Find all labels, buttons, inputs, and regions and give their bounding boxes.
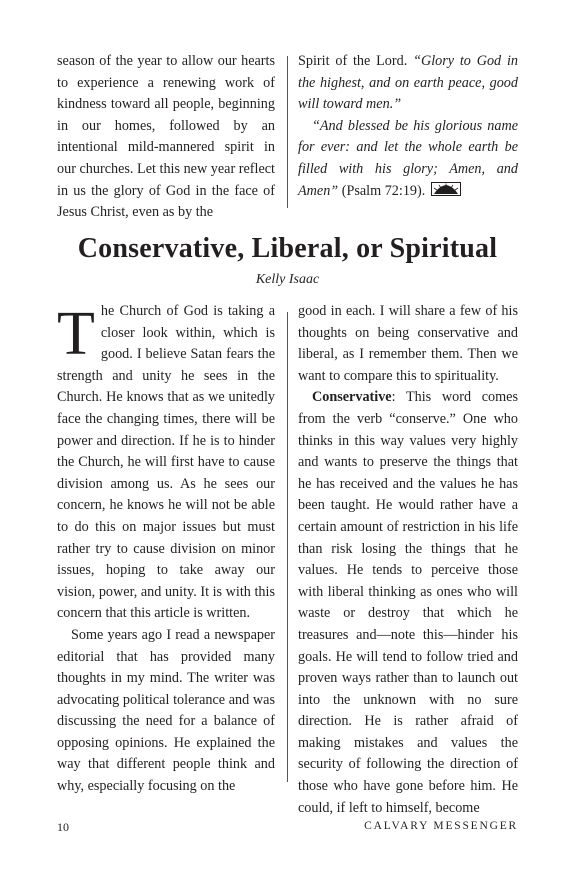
column-divider (287, 56, 288, 208)
scripture-quote: “And blessed be his glorious name for ever: and let the whole earth be filled with his glory; Amen, and Amen” (298, 117, 518, 199)
previous-article-left-column (57, 51, 275, 224)
page-number: 10 (57, 820, 69, 834)
article-end-mark-icon (431, 182, 461, 196)
scripture-reference: (Psalm 72:19). (338, 182, 426, 199)
article-author: Kelly Isaac (255, 272, 320, 287)
column-divider (287, 312, 288, 782)
article-left-column (57, 301, 275, 798)
defined-term: Conservative (312, 389, 392, 406)
article-paragraph-2: Some years ago I read a newspaper editorial that has provided many thoughts in my mind. The writer was advocating political tolerance and was discussing the need for a balance of opposing opinions. He explained the way that different people think and why, especially focusing on the (57, 626, 275, 795)
previous-article-closing-paragraph (298, 51, 518, 116)
previous-article-right-column (298, 51, 518, 202)
article-paragraph-3: good in each. I will share a few of his thoughts on being conservative and liberal, as I remember them. Then we want to compare this to spirituality. (298, 303, 518, 384)
scripture-quote: “Glory to God in the highest, and on earth peace, good will toward men.” (298, 53, 518, 113)
drop-cap: T (57, 300, 95, 368)
previous-article-final-paragraph (298, 116, 518, 202)
publication-name: CALVARY MESSENGER (364, 820, 518, 832)
article-paragraph-4 (298, 387, 518, 819)
article-title: Conservative, Liberal, or Spiritual (77, 233, 498, 264)
paragraph-text: : This word comes from the verb “conserve.” One who thinks in this way values very highly and wants to preserve the things that he has received and the values he has been taught. He would rather have a certain amount of restriction in his life than risk losing the things that he values. He tends to perceive those with liberal thinking as ones who will waste or destroy that which he treasures and—note this—hinder his goals. He will tend to follow tried and proven ways rather than to launch out into the unknown with no sure direction. He is rather afraid of making mistakes and values the security of following the direction of those who have gone before him. He could, if left to himself, become (298, 389, 518, 816)
previous-article-paragraph: season of the year to allow our hearts to experience a renewing work of kindness toward all people, beginning in our homes, followed by an intentional mild-mannered spirit in our churches. Let this new year reflect in us the glory of God in the face of Jesus Christ, even as by the (57, 53, 275, 221)
closing-text: Spirit of the Lord. (298, 53, 414, 69)
article-right-column (298, 301, 518, 819)
paragraph-text: he Church of God is taking a closer look within, which is good. I believe Satan fears the strength and unity he sees in the Church. He knows that as we unitedly face the changing times, there will be power and direction. If he is to hinder the Church, he will first have to cause division among us. As he sees our concern, he knows he will not be able to do this on major issues but must rather try to cause division on minor issues, hoping to take away our vision, power, and unity. It is with this concern that this article is written. (57, 303, 275, 622)
article-paragraph-1 (57, 301, 275, 625)
